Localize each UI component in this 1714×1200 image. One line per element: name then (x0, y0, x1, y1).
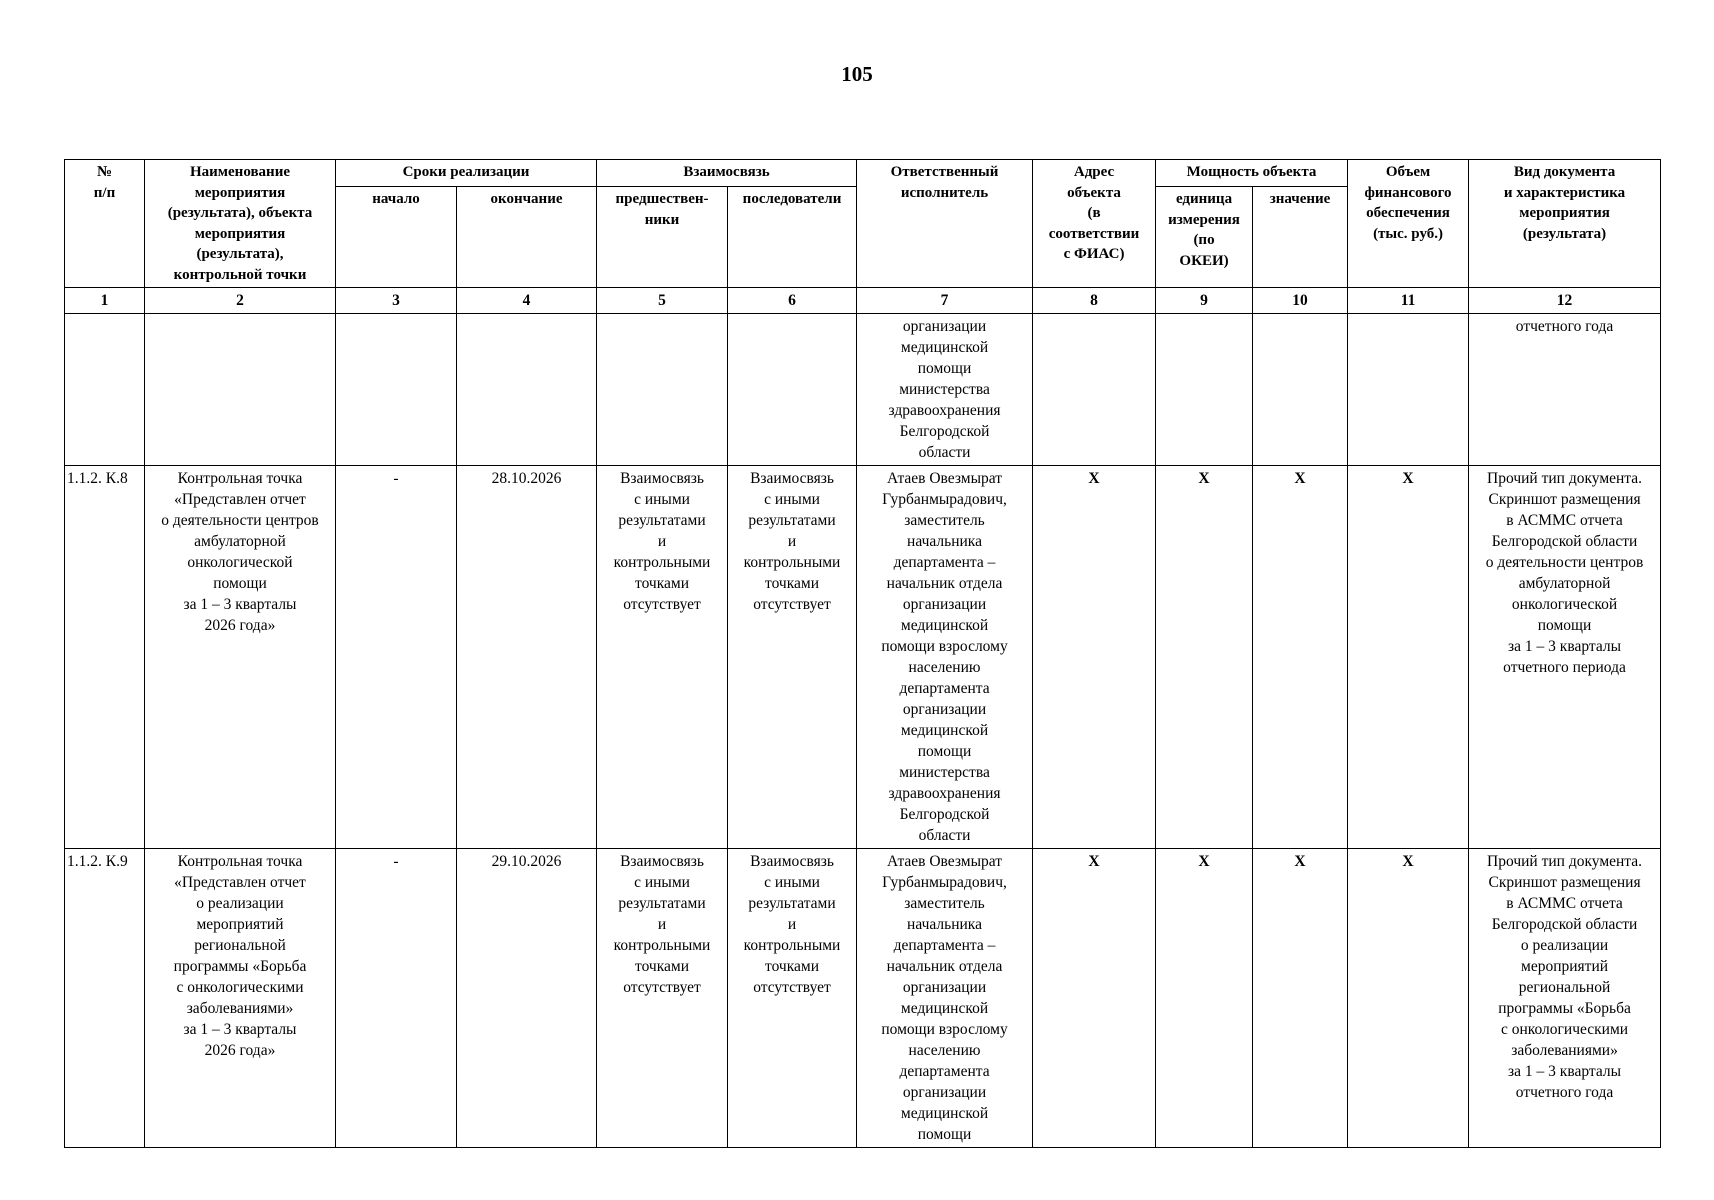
header-finance: Объем финансового обеспечения (тыс. руб.) (1348, 160, 1469, 288)
header-value: значение (1253, 187, 1348, 288)
column-number: 12 (1469, 288, 1661, 314)
header-successors: последователи (728, 187, 857, 288)
table-row (65, 849, 1661, 1148)
header-unit: единица измерения (по ОКЕИ) (1156, 187, 1253, 288)
cell-responsible: Атаев Овезмырат Гурбанмырадович, заместитель начальника департамента – начальник отдела организации медицинской помощи взрослому населению департамента организации медицинской помощи (857, 849, 1033, 1148)
header-name: Наименование мероприятия (результата), объекта мероприятия (результата), контрольной точки (145, 160, 336, 288)
column-number: 3 (336, 288, 457, 314)
column-number: 7 (857, 288, 1033, 314)
cell-name: Контрольная точка «Представлен отчет о реализации мероприятий региональной программы «Борьба с онкологическими заболеваниями» за 1 – 3 кварталы 2026 года» (145, 849, 336, 1148)
cell-empty (1253, 314, 1348, 466)
header-capacity-group: Мощность объекта (1156, 160, 1348, 187)
cell-number: 1.1.2. К.8 (65, 466, 145, 849)
cell-predecessors: Взаимосвязь с иными результатами и контрольными точками отсутствует (597, 849, 728, 1148)
header-responsible: Ответственный исполнитель (857, 160, 1033, 288)
column-number: 1 (65, 288, 145, 314)
table-row-continuation (65, 314, 1661, 466)
cell-number: 1.1.2. К.9 (65, 849, 145, 1148)
header-number: № п/п (65, 160, 145, 288)
cell-empty (65, 314, 145, 466)
header-predecessors: предшествен- ники (597, 187, 728, 288)
cell-start: - (336, 466, 457, 849)
cell-empty (1156, 314, 1253, 466)
cell-empty (728, 314, 857, 466)
column-number: 11 (1348, 288, 1469, 314)
cell-empty (1348, 314, 1469, 466)
cell-value: X (1253, 466, 1348, 849)
cell-empty (336, 314, 457, 466)
header-terms-group: Сроки реализации (336, 160, 597, 187)
header-address: Адрес объекта (в соответствии с ФИАС) (1033, 160, 1156, 288)
column-number: 9 (1156, 288, 1253, 314)
cell-successors: Взаимосвязь с иными результатами и контрольными точками отсутствует (728, 849, 857, 1148)
cell-value: X (1253, 849, 1348, 1148)
column-number: 8 (1033, 288, 1156, 314)
cell-empty (457, 314, 597, 466)
column-number-row (65, 288, 1661, 314)
cell-address: X (1033, 849, 1156, 1148)
cell-end: 28.10.2026 (457, 466, 597, 849)
header-end: окончание (457, 187, 597, 288)
column-number: 4 (457, 288, 597, 314)
cell-finance: X (1348, 466, 1469, 849)
cell-empty (145, 314, 336, 466)
cell-unit: X (1156, 849, 1253, 1148)
column-number: 2 (145, 288, 336, 314)
header-row-top (65, 160, 1661, 187)
header-start: начало (336, 187, 457, 288)
cell-start: - (336, 849, 457, 1148)
column-number: 6 (728, 288, 857, 314)
header-links-group: Взаимосвязь (597, 160, 857, 187)
page-number: 105 (841, 62, 873, 86)
cell-document: Прочий тип документа. Скриншот размещения в АСММС отчета Белгородской области о деятельности центров амбулаторной онкологической помощи за 1 – 3 кварталы отчетного периода (1469, 466, 1661, 849)
cell-predecessors: Взаимосвязь с иными результатами и контрольными точками отсутствует (597, 466, 728, 849)
cell-responsible: организации медицинской помощи министерства здравоохранения Белгородской области (857, 314, 1033, 466)
table-row (65, 466, 1661, 849)
column-number: 5 (597, 288, 728, 314)
cell-end: 29.10.2026 (457, 849, 597, 1148)
cell-successors: Взаимосвязь с иными результатами и контрольными точками отсутствует (728, 466, 857, 849)
plan-table (64, 159, 1661, 1148)
cell-responsible: Атаев Овезмырат Гурбанмырадович, заместитель начальника департамента – начальник отдела организации медицинской помощи взрослому населению департамента организации медицинской помощи министерства здравоохранения Белгородской области (857, 466, 1033, 849)
column-number: 10 (1253, 288, 1348, 314)
cell-unit: X (1156, 466, 1253, 849)
cell-name: Контрольная точка «Представлен отчет о деятельности центров амбулаторной онкологической помощи за 1 – 3 кварталы 2026 года» (145, 466, 336, 849)
cell-document: Прочий тип документа. Скриншот размещения в АСММС отчета Белгородской области о реализации мероприятий региональной программы «Борьба с онкологическими заболеваниями» за 1 – 3 кварталы отчетного года (1469, 849, 1661, 1148)
cell-empty (597, 314, 728, 466)
cell-finance: X (1348, 849, 1469, 1148)
cell-address: X (1033, 466, 1156, 849)
header-document: Вид документа и характеристика мероприятия (результата) (1469, 160, 1661, 288)
cell-empty (1033, 314, 1156, 466)
cell-document: отчетного года (1469, 314, 1661, 466)
